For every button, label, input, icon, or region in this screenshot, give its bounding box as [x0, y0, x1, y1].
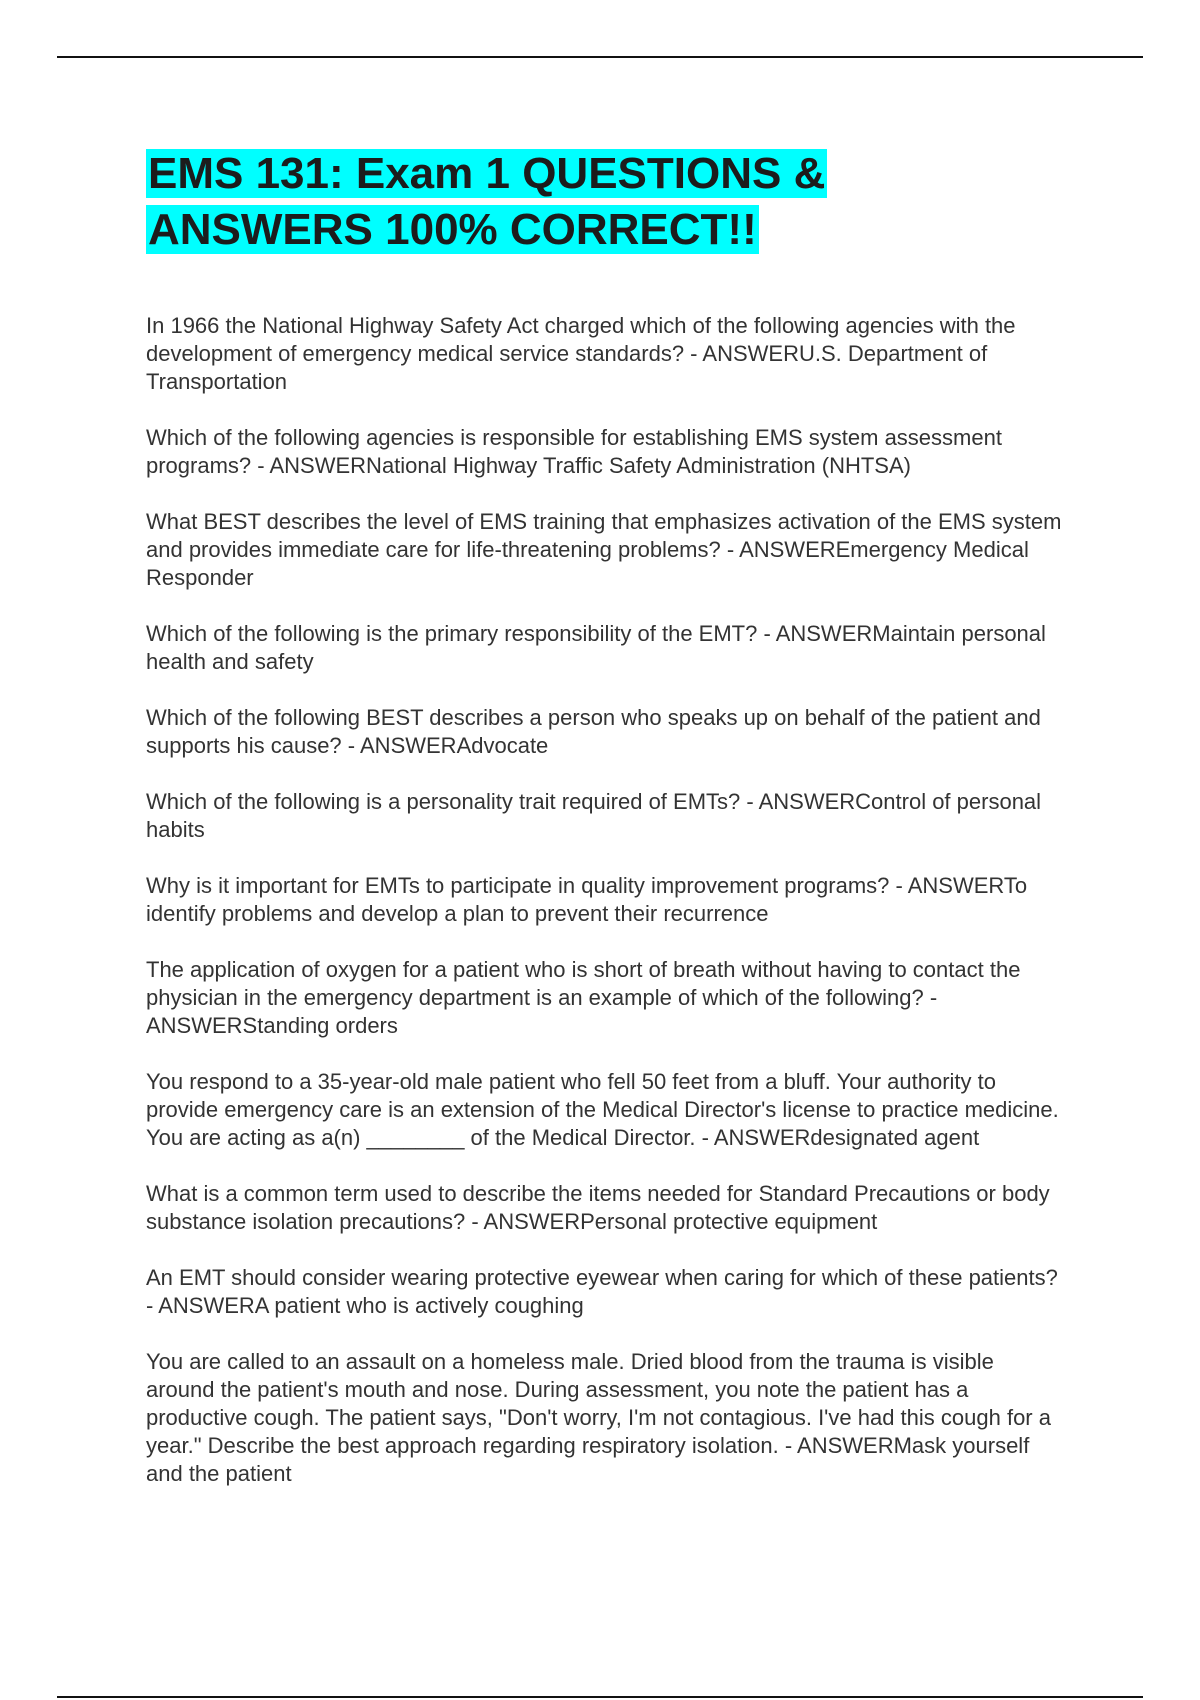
title-line-1: EMS 131: Exam 1 QUESTIONS &: [148, 149, 826, 198]
qa-item: What BEST describes the level of EMS training that emphasizes activation of the EMS system and provides immediate care for life-threatening problems? - ANSWEREmergency Medical Responder: [146, 509, 1062, 590]
qa-item: An EMT should consider wearing protective eyewear when caring for which of these patients? - ANSWERA patient who is actively coughing: [146, 1265, 1058, 1318]
top-rule: [57, 56, 1143, 58]
qa-item: Which of the following BEST describes a person who speaks up on behalf of the patient and supports his cause? - ANSWERAdvocate: [146, 705, 1041, 758]
title-line-2: ANSWERS 100% CORRECT!!: [148, 205, 757, 254]
qa-item: In 1966 the National Highway Safety Act charged which of the following agencies with the development of emergency medical service standards? - ANSWERU.S. Department of Transportation: [146, 313, 1016, 394]
qa-item: What is a common term used to describe the items needed for Standard Precautions or body substance isolation precautions? - ANSWERPersonal protective equipment: [146, 1181, 1050, 1234]
qa-item: Which of the following is the primary responsibility of the EMT? - ANSWERMaintain personal health and safety: [146, 621, 1046, 674]
qa-item: Which of the following agencies is responsible for establishing EMS system assessment programs? - ANSWERNational Highway Traffic Safety Administration (NHTSA): [146, 425, 1002, 478]
qa-item: You respond to a 35-year-old male patient who fell 50 feet from a bluff. Your authority to provide emergency care is an extension of the Medical Director's license to practice medicine. You are acting as a(n) ________ of the Medical Director. - ANSWERdesignated agent: [146, 1069, 1059, 1150]
qa-item: Which of the following is a personality trait required of EMTs? - ANSWERControl of personal habits: [146, 789, 1042, 842]
bottom-rule: [57, 1696, 1143, 1698]
document-title: [146, 146, 1126, 258]
qa-item: The application of oxygen for a patient who is short of breath without having to contact the physician in the emergency department is an example of which of the following? - ANSWERStanding orders: [146, 957, 1021, 1038]
qa-item: You are called to an assault on a homeless male. Dried blood from the trauma is visible around the patient's mouth and nose. During assessment, you note the patient has a productive cough. The patient says, "Don't worry, I'm not contagious. I've had this cough for a year." Describe the best approach regarding respiratory isolation. - ANSWERMask yourself and the patient: [146, 1349, 1051, 1486]
qa-list: [146, 312, 1066, 1516]
qa-item: Why is it important for EMTs to participate in quality improvement programs? - ANSWERTo identify problems and develop a plan to prevent their recurrence: [146, 873, 1028, 926]
